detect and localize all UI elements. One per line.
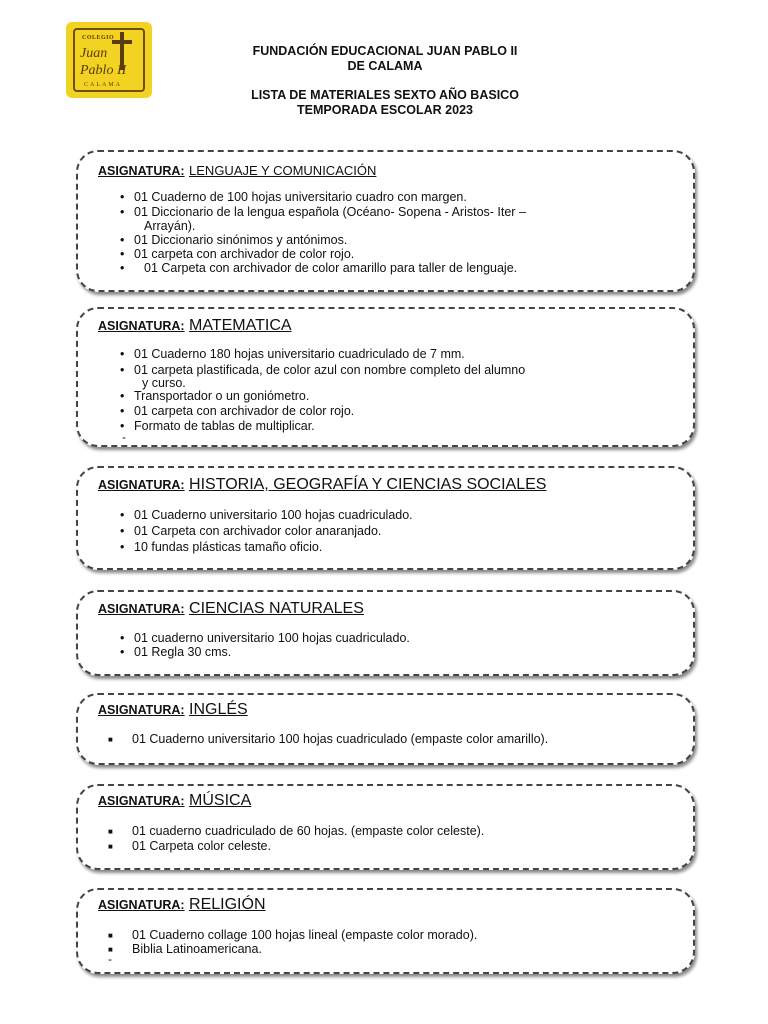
list-item: • 01 Diccionario sinónimos y antónimos. — [120, 233, 348, 247]
subject-label: ASIGNATURA: — [98, 319, 185, 333]
list-item: • 01 Diccionario de la lengua española (Océano- Sopena - Aristos- Iter – — [120, 205, 526, 219]
subject-box-historia — [76, 466, 695, 570]
subject-box-matematica — [76, 307, 695, 447]
subject-name: RELIGIÓN — [189, 896, 266, 913]
list-item: • 01 cuaderno universitario 100 hojas cuadriculado. — [120, 631, 410, 645]
school-logo — [66, 22, 152, 98]
subject-name: HISTORIA, GEOGRAFÍA Y CIENCIAS SOCIALES — [189, 476, 547, 493]
subject-name: INGLÉS — [189, 701, 248, 718]
subject-heading — [98, 792, 251, 810]
subject-name: LENGUAJE Y COMUNICACIÓN — [189, 163, 377, 178]
list-item: • Formato de tablas de multiplicar. — [120, 419, 315, 433]
trailing-dash: - — [122, 430, 126, 444]
logo-text-pablo: Pablo II — [80, 63, 127, 78]
subject-heading — [98, 162, 376, 180]
subject-heading — [98, 600, 364, 618]
foundation-line-2: DE CALAMA — [347, 59, 423, 73]
subject-heading — [98, 701, 248, 719]
logo-text-juan: Juan — [80, 46, 108, 61]
subject-label: ASIGNATURA: — [98, 794, 185, 808]
logo-text-calama: CALAMA — [84, 82, 123, 88]
subject-heading — [98, 476, 546, 494]
list-item: • 01 Carpeta con archivador color anaranjado. — [120, 524, 382, 538]
list-item: • 01 Cuaderno 180 hojas universitario cuadriculado de 7 mm. — [120, 347, 465, 361]
list-item: • 10 fundas plásticas tamaño oficio. — [120, 540, 323, 554]
subject-name: MÚSICA — [189, 792, 252, 809]
list-item-continuation: Arrayán). — [144, 219, 196, 233]
subject-heading — [98, 317, 292, 335]
list-title-line-1: LISTA DE MATERIALES SEXTO AÑO BASICO — [251, 88, 519, 102]
list-item: • Transportador o un goniómetro. — [120, 389, 310, 403]
foundation-title — [160, 44, 610, 74]
subject-label: ASIGNATURA: — [98, 898, 185, 912]
subject-name: CIENCIAS NATURALES — [189, 600, 364, 617]
list-item: • 01 Cuaderno universitario 100 hojas cuadriculado. — [120, 508, 413, 522]
subject-label: ASIGNATURA: — [98, 478, 185, 492]
foundation-line-1: FUNDACIÓN EDUCACIONAL JUAN PABLO II — [252, 44, 518, 58]
list-item: • 01 carpeta con archivador de color rojo. — [120, 404, 355, 418]
subject-label: ASIGNATURA: — [98, 602, 185, 616]
list-item: ■ 01 Carpeta color celeste. — [108, 839, 271, 853]
list-item: • 01 Cuaderno de 100 hojas universitario cuadro con margen. — [120, 190, 467, 204]
subject-box-lenguaje — [76, 150, 695, 292]
list-item: ■ 01 Cuaderno collage 100 hojas lineal (empaste color morado). — [108, 928, 478, 942]
logo-text-colegio: COLEGIO — [82, 35, 115, 41]
list-item: ■ 01 cuaderno cuadriculado de 60 hojas. (empaste color celeste). — [108, 824, 485, 838]
subject-label: ASIGNATURA: — [98, 164, 185, 178]
list-item: • 01 Carpeta con archivador de color amarillo para taller de lenguaje. — [120, 261, 518, 275]
list-item: ■ Biblia Latinoamericana. — [108, 942, 262, 956]
list-title — [160, 88, 610, 118]
trailing-dash: - — [108, 952, 112, 966]
list-item: ■ 01 Cuaderno universitario 100 hojas cuadriculado (empaste color amarillo). — [108, 732, 549, 746]
subject-box-religion — [76, 888, 695, 974]
list-title-line-2: TEMPORADA ESCOLAR 2023 — [297, 103, 473, 117]
subject-name: MATEMATICA — [189, 317, 292, 334]
subject-box-ingles — [76, 693, 695, 765]
list-item-continuation: y curso. — [142, 376, 186, 390]
list-item: • 01 carpeta plastificada, de color azul con nombre completo del alumno — [120, 363, 526, 377]
subject-heading — [98, 896, 266, 914]
list-item: • 01 Regla 30 cms. — [120, 645, 232, 659]
subject-label: ASIGNATURA: — [98, 703, 185, 717]
subject-box-ciencias — [76, 590, 695, 676]
list-item: • 01 carpeta con archivador de color rojo. — [120, 247, 355, 261]
subject-box-musica — [76, 784, 695, 870]
